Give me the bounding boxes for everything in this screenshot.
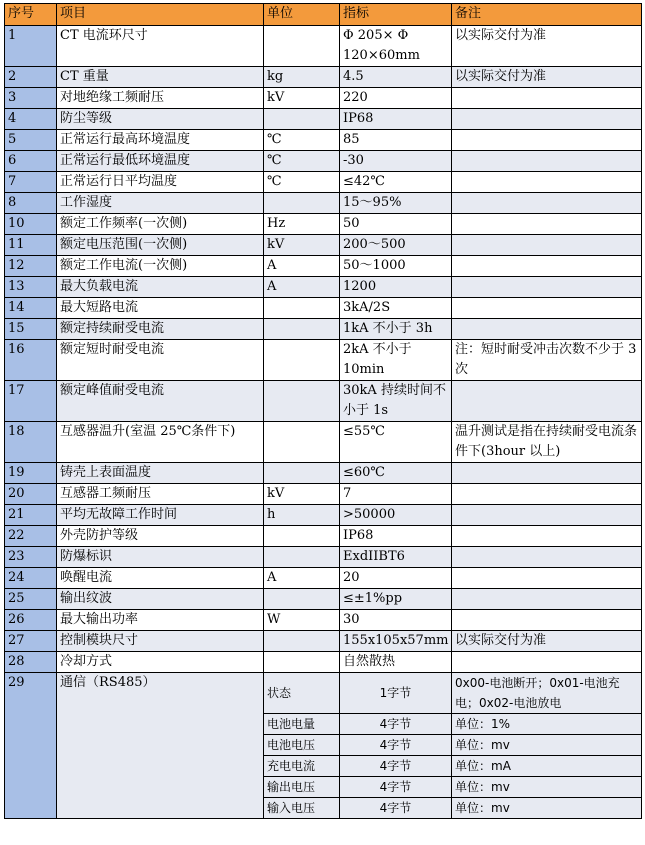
row-note: 以实际交付为准	[452, 631, 642, 652]
row-unit: A	[264, 568, 340, 589]
comm-field-size: 1字节	[340, 673, 452, 714]
row-unit: Hz	[264, 214, 340, 235]
row-note	[452, 214, 642, 235]
comm-field-size: 4字节	[340, 777, 452, 798]
row-spec: IP68	[340, 109, 452, 130]
row-spec: 50	[340, 214, 452, 235]
comm-field-size: 4字节	[340, 756, 452, 777]
row-note	[452, 568, 642, 589]
row-spec: ≤60℃	[340, 463, 452, 484]
row-unit	[264, 109, 340, 130]
row-unit: W	[264, 610, 340, 631]
row-no: 19	[5, 463, 57, 484]
row-unit: ℃	[264, 151, 340, 172]
row-spec: >50000	[340, 505, 452, 526]
table-row	[5, 130, 642, 151]
row-no: 22	[5, 526, 57, 547]
row-note: 以实际交付为准	[452, 67, 642, 88]
table-row	[5, 589, 642, 610]
table-row	[5, 610, 642, 631]
row-unit	[264, 319, 340, 340]
row-note: 以实际交付为准	[452, 26, 642, 67]
row-spec: 4.5	[340, 67, 452, 88]
table-row	[5, 256, 642, 277]
row-item: 最大短路电流	[57, 298, 264, 319]
row-item: 平均无故障工作时间	[57, 505, 264, 526]
row-no: 2	[5, 67, 57, 88]
header-row	[5, 4, 642, 26]
table-row	[5, 109, 642, 130]
row-no: 6	[5, 151, 57, 172]
comm-field-size: 4字节	[340, 735, 452, 756]
row-unit: kV	[264, 235, 340, 256]
row-spec: 自然散热	[340, 652, 452, 673]
row-item: CT 重量	[57, 67, 264, 88]
table-row	[5, 484, 642, 505]
comm-field-size: 4字节	[340, 714, 452, 735]
row-spec: ExdIIBT6	[340, 547, 452, 568]
row-no: 13	[5, 277, 57, 298]
row-unit: h	[264, 505, 340, 526]
row-no: 15	[5, 319, 57, 340]
row-note	[452, 88, 642, 109]
comm-item: 通信（RS485）	[57, 673, 264, 819]
row-unit	[264, 631, 340, 652]
row-no: 23	[5, 547, 57, 568]
row-no: 11	[5, 235, 57, 256]
row-note	[452, 526, 642, 547]
row-item: 正常运行日平均温度	[57, 172, 264, 193]
comm-field-note: 0x00-电池断开；0x01-电池充电；0x02-电池放电	[452, 673, 642, 714]
row-item: 额定工作电流(一次侧)	[57, 256, 264, 277]
row-no: 8	[5, 193, 57, 214]
row-spec: 1kA 不小于 3h	[340, 319, 452, 340]
row-unit	[264, 652, 340, 673]
table-row	[5, 214, 642, 235]
row-item: 防尘等级	[57, 109, 264, 130]
comm-field-name: 电池电量	[264, 714, 340, 735]
row-no: 4	[5, 109, 57, 130]
comm-field-note: 单位：mA	[452, 756, 642, 777]
table-row	[5, 319, 642, 340]
header-no: 序号	[5, 4, 57, 26]
row-spec: 30	[340, 610, 452, 631]
row-spec: 3kA/2S	[340, 298, 452, 319]
row-spec: IP68	[340, 526, 452, 547]
row-item: 工作湿度	[57, 193, 264, 214]
row-unit: kV	[264, 88, 340, 109]
row-unit: kV	[264, 484, 340, 505]
row-spec: 1200	[340, 277, 452, 298]
row-note	[452, 298, 642, 319]
row-unit: A	[264, 256, 340, 277]
table-row	[5, 235, 642, 256]
row-note: 温升测试是指在持续耐受电流条件下(3hour 以上)	[452, 422, 642, 463]
row-item: 对地绝缘工频耐压	[57, 88, 264, 109]
row-no: 5	[5, 130, 57, 151]
row-item: 互感器工频耐压	[57, 484, 264, 505]
row-unit	[264, 547, 340, 568]
row-no: 26	[5, 610, 57, 631]
row-note	[452, 235, 642, 256]
row-spec: ≤±1%pp	[340, 589, 452, 610]
row-spec: 2kA 不小于 10min	[340, 340, 452, 381]
row-unit	[264, 193, 340, 214]
row-no: 20	[5, 484, 57, 505]
comm-field-size: 4字节	[340, 798, 452, 819]
comm-field-name: 充电电流	[264, 756, 340, 777]
row-no: 3	[5, 88, 57, 109]
row-note	[452, 381, 642, 422]
row-spec: 7	[340, 484, 452, 505]
table-row	[5, 568, 642, 589]
row-spec: 15～95%	[340, 193, 452, 214]
row-no: 14	[5, 298, 57, 319]
table-row	[5, 340, 642, 381]
row-no: 10	[5, 214, 57, 235]
row-unit: ℃	[264, 130, 340, 151]
comm-sub-row	[5, 673, 642, 714]
table-row	[5, 631, 642, 652]
comm-field-name: 输入电压	[264, 798, 340, 819]
row-note	[452, 319, 642, 340]
row-spec: Φ 205× Φ 120×60mm	[340, 26, 452, 67]
row-no: 24	[5, 568, 57, 589]
row-note	[452, 484, 642, 505]
row-item: 输出纹波	[57, 589, 264, 610]
row-item: 控制模块尺寸	[57, 631, 264, 652]
table-row	[5, 381, 642, 422]
row-spec: ≤55℃	[340, 422, 452, 463]
row-item: 额定持续耐受电流	[57, 319, 264, 340]
row-unit	[264, 422, 340, 463]
row-no: 28	[5, 652, 57, 673]
row-no: 1	[5, 26, 57, 67]
row-spec: -30	[340, 151, 452, 172]
row-note	[452, 652, 642, 673]
table-row	[5, 88, 642, 109]
row-spec: 200～500	[340, 235, 452, 256]
header-note: 备注	[452, 4, 642, 26]
row-unit	[264, 589, 340, 610]
comm-field-note: 单位：mv	[452, 735, 642, 756]
row-note	[452, 151, 642, 172]
row-unit	[264, 26, 340, 67]
header-unit: 单位	[264, 4, 340, 26]
row-note	[452, 172, 642, 193]
row-item: 额定工作频率(一次侧)	[57, 214, 264, 235]
header-spec: 指标	[340, 4, 452, 26]
row-no: 25	[5, 589, 57, 610]
row-no: 7	[5, 172, 57, 193]
row-unit	[264, 463, 340, 484]
row-item: 互感器温升(室温 25℃条件下)	[57, 422, 264, 463]
row-item: 外壳防护等级	[57, 526, 264, 547]
spec-table	[4, 3, 642, 819]
row-note	[452, 109, 642, 130]
row-no: 12	[5, 256, 57, 277]
row-note	[452, 277, 642, 298]
row-item: 额定短时耐受电流	[57, 340, 264, 381]
row-note	[452, 505, 642, 526]
row-item: 铸壳上表面温度	[57, 463, 264, 484]
row-note	[452, 130, 642, 151]
row-spec: 50～1000	[340, 256, 452, 277]
row-note	[452, 463, 642, 484]
row-no: 16	[5, 340, 57, 381]
table-row	[5, 67, 642, 88]
row-no: 21	[5, 505, 57, 526]
row-spec: ≤42℃	[340, 172, 452, 193]
table-row	[5, 547, 642, 568]
table-row	[5, 151, 642, 172]
row-unit: ℃	[264, 172, 340, 193]
row-unit	[264, 298, 340, 319]
row-note	[452, 547, 642, 568]
row-spec: 30kA 持续时间不小于 1s	[340, 381, 452, 422]
row-item: 最大输出功率	[57, 610, 264, 631]
table-row	[5, 172, 642, 193]
row-spec: 85	[340, 130, 452, 151]
comm-field-name: 状态	[264, 673, 340, 714]
row-item: 冷却方式	[57, 652, 264, 673]
table-row	[5, 193, 642, 214]
row-unit	[264, 340, 340, 381]
row-note	[452, 193, 642, 214]
row-item: 正常运行最低环境温度	[57, 151, 264, 172]
row-note: 注：短时耐受冲击次数不少于 3 次	[452, 340, 642, 381]
row-no: 27	[5, 631, 57, 652]
row-no: 17	[5, 381, 57, 422]
comm-field-name: 输出电压	[264, 777, 340, 798]
row-note	[452, 589, 642, 610]
table-row	[5, 298, 642, 319]
table-row	[5, 422, 642, 463]
row-spec: 20	[340, 568, 452, 589]
header-item: 项目	[57, 4, 264, 26]
row-unit	[264, 381, 340, 422]
comm-field-note: 单位：mv	[452, 777, 642, 798]
row-note	[452, 256, 642, 277]
row-item: 正常运行最高环境温度	[57, 130, 264, 151]
row-item: 额定电压范围(一次侧)	[57, 235, 264, 256]
table-row	[5, 652, 642, 673]
row-item: 额定峰值耐受电流	[57, 381, 264, 422]
row-item: 唤醒电流	[57, 568, 264, 589]
table-row	[5, 277, 642, 298]
table-row	[5, 526, 642, 547]
row-item: CT 电流环尺寸	[57, 26, 264, 67]
comm-field-note: 单位：1%	[452, 714, 642, 735]
row-unit: kg	[264, 67, 340, 88]
table-row	[5, 463, 642, 484]
comm-field-note: 单位：mv	[452, 798, 642, 819]
row-no: 18	[5, 422, 57, 463]
row-unit	[264, 526, 340, 547]
table-row	[5, 505, 642, 526]
row-spec: 155x105x57mm	[340, 631, 452, 652]
row-unit: A	[264, 277, 340, 298]
row-item: 防爆标识	[57, 547, 264, 568]
table-row	[5, 26, 642, 67]
row-item: 最大负载电流	[57, 277, 264, 298]
comm-field-name: 电池电压	[264, 735, 340, 756]
row-note	[452, 610, 642, 631]
row-spec: 220	[340, 88, 452, 109]
comm-no: 29	[5, 673, 57, 819]
